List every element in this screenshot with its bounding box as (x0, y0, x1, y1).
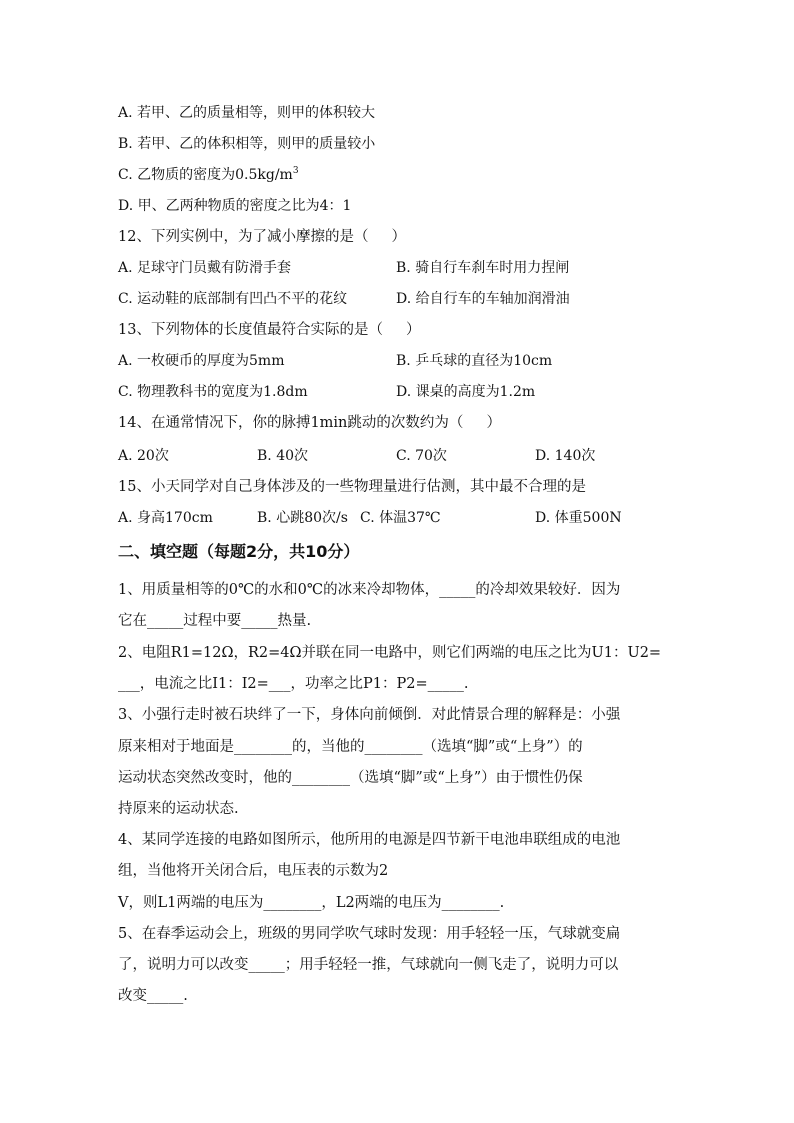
fill-q1-line2: 它在_____过程中要_____热量. (118, 613, 312, 629)
q14-option-c: C. 70次 (396, 448, 447, 464)
fill-q2-line2: ___，电流之比I1：I2=___，功率之比P1：P2=_____. (118, 676, 469, 692)
q13-option-b: B. 乒乓球的直径为10cm (396, 353, 553, 369)
q15-option-c: C. 体温37℃ (360, 510, 441, 526)
q12-option-a: A. 足球守门员戴有防滑手套 (118, 260, 292, 276)
fill-q5-line1: 5、在春季运动会上，班级的男同学吹气球时发现：用手轻轻一压，气球就变扁 (118, 926, 621, 942)
q13-stem: 13、下列物体的长度值最符合实际的是（ ） (118, 322, 421, 338)
q11-option-a: A. 若甲、乙的质量相等，则甲的体积较大 (118, 105, 376, 121)
fill-q4-line3: V，则L1两端的电压为________，L2两端的电压为________. (118, 895, 505, 911)
q12-option-b: B. 骑自行车刹车时用力捏闸 (396, 260, 570, 276)
q11-option-c-superscript: 3 (292, 166, 299, 176)
fill-q1-line1: 1、用质量相等的0℃的水和0℃的冰来冷却物体，_____的冷却效果较好．因为 (118, 582, 621, 598)
fill-q3-line1: 3、小强行走时被石块绊了一下，身体向前倾倒．对此情景合理的解释是：小强 (118, 707, 621, 723)
fill-q3-line3: 运动状态突然改变时，他的________（选填“脚”或“上身”）由于惯性仍保 (118, 770, 583, 786)
fill-q4-line1: 4、某同学连接的电路如图所示，他所用的电源是四节新干电池串联组成的电池 (118, 832, 621, 848)
fill-q3-line2: 原来相对于地面是________的，当他的________（选填“脚”或“上身”）的 (118, 739, 583, 755)
fill-q5-line3: 改变_____. (118, 988, 188, 1004)
fill-q4-line2: 组，当他将开关闭合后，电压表的示数为2 (118, 863, 389, 879)
fill-q5-line2: 了，说明力可以改变_____；用手轻轻一推，气球就向一侧飞走了，说明力可以 (118, 957, 619, 973)
q15-option-d: D. 体重500N (535, 510, 622, 526)
q12-stem: 12、下列实例中，为了减小摩擦的是（ ） (118, 229, 406, 245)
q15-option-a: A. 身高170cm (118, 510, 213, 526)
fill-q3-line4: 持原来的运动状态. (118, 801, 239, 817)
q14-option-d: D. 140次 (535, 448, 596, 464)
q11-option-d: D. 甲、乙两种物质的密度之比为4：1 (118, 198, 352, 214)
q15-stem: 15、小天同学对自己身体涉及的一些物理量进行估测，其中最不合理的是 (118, 479, 586, 495)
q11-option-c-text: C. 乙物质的密度为0.5kg/m (118, 167, 293, 183)
fill-q2-line1: 2、电阻R1=12Ω，R2=4Ω并联在同一电路中，则它们两端的电压之比为U1：U2= (118, 645, 662, 661)
q11-option-c (118, 165, 299, 185)
q11-option-b: B. 若甲、乙的体积相等，则甲的质量较小 (118, 136, 376, 152)
q15-option-b: B. 心跳80次/s (257, 510, 348, 526)
q13-option-c: C. 物理教科书的宽度为1.8dm (118, 384, 308, 400)
q13-option-a: A. 一枚硬币的厚度为5mm (118, 353, 285, 369)
q12-option-c: C. 运动鞋的底部制有凹凸不平的花纹 (118, 291, 348, 307)
q14-stem: 14、在通常情况下，你的脉搏1min跳动的次数约为（ ） (118, 415, 501, 431)
q14-option-b: B. 40次 (257, 448, 309, 464)
q12-option-d: D. 给自行车的车轴加润滑油 (396, 291, 570, 307)
section-heading-fill-in: 二、填空题（每题2分，共10分） (118, 542, 360, 561)
q14-option-a: A. 20次 (118, 448, 169, 464)
q13-option-d: D. 课桌的高度为1.2m (396, 384, 536, 400)
